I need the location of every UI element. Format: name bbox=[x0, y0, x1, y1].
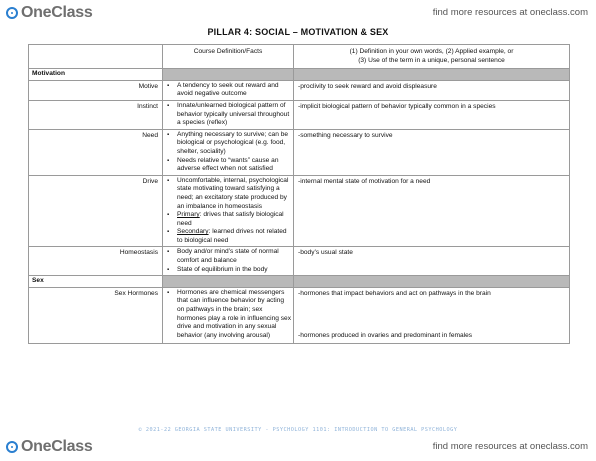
term-motive: Motive bbox=[29, 80, 163, 100]
oneclass-logo-text: OneClass bbox=[21, 438, 93, 455]
table-header-row bbox=[29, 45, 570, 69]
notes-table bbox=[28, 44, 570, 344]
header-own-words-line1: (1) Definition in your own words, (2) Applied example, or bbox=[349, 48, 514, 55]
term-sex-hormones: Sex Hormones bbox=[29, 287, 163, 343]
document-title: PILLAR 4: SOCIAL – MOTIVATION & SEX bbox=[207, 27, 389, 37]
fact-item: ▪ Needs relative to “wants” cause an adverse effect when not satisfied bbox=[165, 157, 291, 174]
primary-label: Primary bbox=[177, 211, 200, 219]
primary-text: : drives that satisfy biological need bbox=[177, 211, 284, 227]
facts-sex-hormones bbox=[163, 287, 294, 343]
term-drive: Drive bbox=[29, 175, 163, 247]
secondary-text: : learned drives not related to biological need bbox=[177, 228, 287, 244]
term-instinct: Instinct bbox=[29, 100, 163, 129]
definition-sex-hormones-1: -hormones that impact behaviors and act on pathways in the brain bbox=[298, 289, 491, 297]
section-fill bbox=[163, 69, 294, 81]
fact-item: ▪ Body and/or mind’s state of normal comfort and balance bbox=[165, 248, 291, 265]
term-homeostasis: Homeostasis bbox=[29, 247, 163, 276]
fact-item: ▪ A tendency to seek out reward and avoid negative outcome bbox=[165, 82, 291, 99]
table-row-sex-hormones bbox=[29, 287, 570, 343]
facts-motive bbox=[163, 80, 294, 100]
section-label-motivation: Motivation bbox=[29, 69, 163, 81]
oneclass-logo-icon bbox=[6, 7, 18, 19]
table-row-need bbox=[29, 129, 570, 175]
fact-item: ▪ Uncomfortable, internal, psychological state motivating toward satisfying a need; an excitatory state produced by an imbalance in homeostasis bbox=[165, 177, 291, 211]
fact-item: ▪ State of equilibrium in the body bbox=[165, 266, 291, 275]
fact-item-primary bbox=[165, 211, 291, 228]
facts-drive bbox=[163, 175, 294, 247]
section-fill bbox=[163, 276, 294, 288]
facts-need bbox=[163, 129, 294, 175]
header-course-definition: Course Definition/Facts bbox=[163, 45, 294, 69]
definition-drive: -internal mental state of motivation for a need bbox=[294, 175, 570, 247]
term-need: Need bbox=[29, 129, 163, 175]
section-fill bbox=[294, 69, 570, 81]
header-term-cell bbox=[29, 45, 163, 69]
table-row-drive bbox=[29, 175, 570, 247]
fact-item: ▪ Innate/unlearned biological pattern of behavior typically universal throughout a species (reflex) bbox=[165, 102, 291, 128]
promo-link-bottom[interactable]: find more resources at oneclass.com bbox=[432, 441, 588, 452]
oneclass-logo-top[interactable] bbox=[6, 4, 92, 22]
table-row-instinct bbox=[29, 100, 570, 129]
fact-item: ▪ Anything necessary to survive; can be biological or psychological (e.g. food, shelter, sociality) bbox=[165, 131, 291, 157]
definition-homeostasis: -body’s usual state bbox=[294, 247, 570, 276]
definition-motive: -proclivity to seek reward and avoid displeasure bbox=[294, 80, 570, 100]
facts-instinct bbox=[163, 100, 294, 129]
section-label-sex: Sex bbox=[29, 276, 163, 288]
fact-item-secondary bbox=[165, 228, 291, 245]
definition-need: -something necessary to survive bbox=[294, 129, 570, 175]
header-own-words-line2: (3) Use of the term in a unique, personal sentence bbox=[358, 56, 505, 64]
oneclass-logo-icon bbox=[6, 441, 18, 453]
definition-instinct: -implicit biological pattern of behavior typically common in a species bbox=[294, 100, 570, 129]
secondary-label: Secondary bbox=[177, 228, 209, 236]
section-row-sex bbox=[29, 276, 570, 288]
definition-sex-hormones bbox=[294, 287, 570, 343]
table-row-motive bbox=[29, 80, 570, 100]
table-row-homeostasis bbox=[29, 247, 570, 276]
header-own-words bbox=[294, 45, 570, 69]
oneclass-logo-bottom[interactable] bbox=[6, 438, 92, 456]
definition-sex-hormones-2: -hormones produced in ovaries and predominant in females bbox=[298, 332, 473, 340]
copyright-footer: © 2021-22 GEORGIA STATE UNIVERSITY - PSYCHOLOGY 1101: INTRODUCTION TO GENERAL PSYCHOLOGY bbox=[138, 427, 458, 433]
oneclass-logo-text: OneClass bbox=[21, 4, 93, 21]
definition-spacer bbox=[298, 298, 565, 332]
section-fill bbox=[294, 276, 570, 288]
facts-homeostasis bbox=[163, 247, 294, 276]
section-row-motivation bbox=[29, 69, 570, 81]
fact-item: ▪ Hormones are chemical messengers that can influence behavior by acting on pathways in the brain; sex hormones play a role in influencing sex drive and motivation in any sexual behavior (any involving arousal) bbox=[165, 289, 291, 341]
promo-link-top[interactable]: find more resources at oneclass.com bbox=[432, 7, 588, 18]
